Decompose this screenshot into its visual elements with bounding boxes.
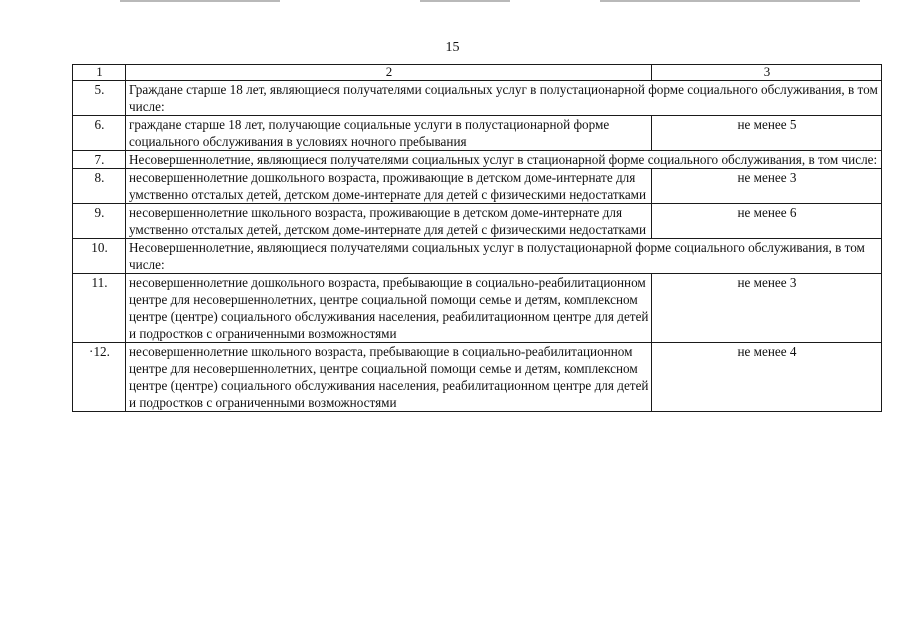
row-value: не менее 5 [652, 116, 882, 151]
row-value: не менее 4 [652, 343, 882, 412]
row-text: Несовершеннолетние, являющиеся получателями социальных услуг в стационарной форме социального обслуживания, в том числе: [126, 151, 882, 169]
row-text: несовершеннолетние школьного возраста, пребывающие в социально-реабилитационном центре для несовершеннолетних, центре социальной помощи семье и детям, комплексном центре (центре) социального обслуживания населения, реабилитационном центре для детей и подростков с ограниченными возможностями [126, 343, 652, 412]
table-row [73, 239, 882, 274]
row-value: не менее 3 [652, 274, 882, 343]
document-table [72, 64, 882, 412]
table-row [73, 151, 882, 169]
table-header-row [73, 65, 882, 81]
row-number: 11. [73, 274, 126, 343]
scan-edge-mark [600, 0, 860, 2]
scan-edge-mark [120, 0, 280, 2]
table-row [73, 81, 882, 116]
row-text: несовершеннолетние школьного возраста, проживающие в детском доме-интернате для умственно отсталых детей, детском доме-интернате для детей с физическими недостатками [126, 204, 652, 239]
row-number: 6. [73, 116, 126, 151]
row-number: 5. [73, 81, 126, 116]
table-row [73, 274, 882, 343]
row-text: несовершеннолетние дошкольного возраста, проживающие в детском доме-интернате для умственно отсталых детей, детском доме-интернате для детей с физическими недостатками [126, 169, 652, 204]
row-number: 9. [73, 204, 126, 239]
row-value: не менее 3 [652, 169, 882, 204]
table-row [73, 169, 882, 204]
row-text: Несовершеннолетние, являющиеся получателями социальных услуг в полустационарной форме социального обслуживания, в том числе: [126, 239, 882, 274]
column-header-1: 1 [73, 65, 126, 81]
row-text: Граждане старше 18 лет, являющиеся получателями социальных услуг в полустационарной форме социального обслуживания, в том числе: [126, 81, 882, 116]
row-number: 8. [73, 169, 126, 204]
table-row [73, 343, 882, 412]
column-header-2: 2 [126, 65, 652, 81]
row-value: не менее 6 [652, 204, 882, 239]
page-number: 15 [445, 40, 460, 55]
table-row [73, 116, 882, 151]
scan-edge-mark [420, 0, 510, 2]
row-text: несовершеннолетние дошкольного возраста, пребывающие в социально-реабилитационном центре для несовершеннолетних, центре социальной помощи семье и детям, комплексном центре (центре) социального обслуживания населения, реабилитационном центре для детей и подростков с ограниченными возможностями [126, 274, 652, 343]
column-header-3: 3 [652, 65, 882, 81]
row-number: 7. [73, 151, 126, 169]
table-row [73, 204, 882, 239]
row-number: ·12. [73, 343, 126, 412]
row-text: граждане старше 18 лет, получающие социальные услуги в полустационарной форме социального обслуживания в условиях ночного пребывания [126, 116, 652, 151]
row-number: 10. [73, 239, 126, 274]
